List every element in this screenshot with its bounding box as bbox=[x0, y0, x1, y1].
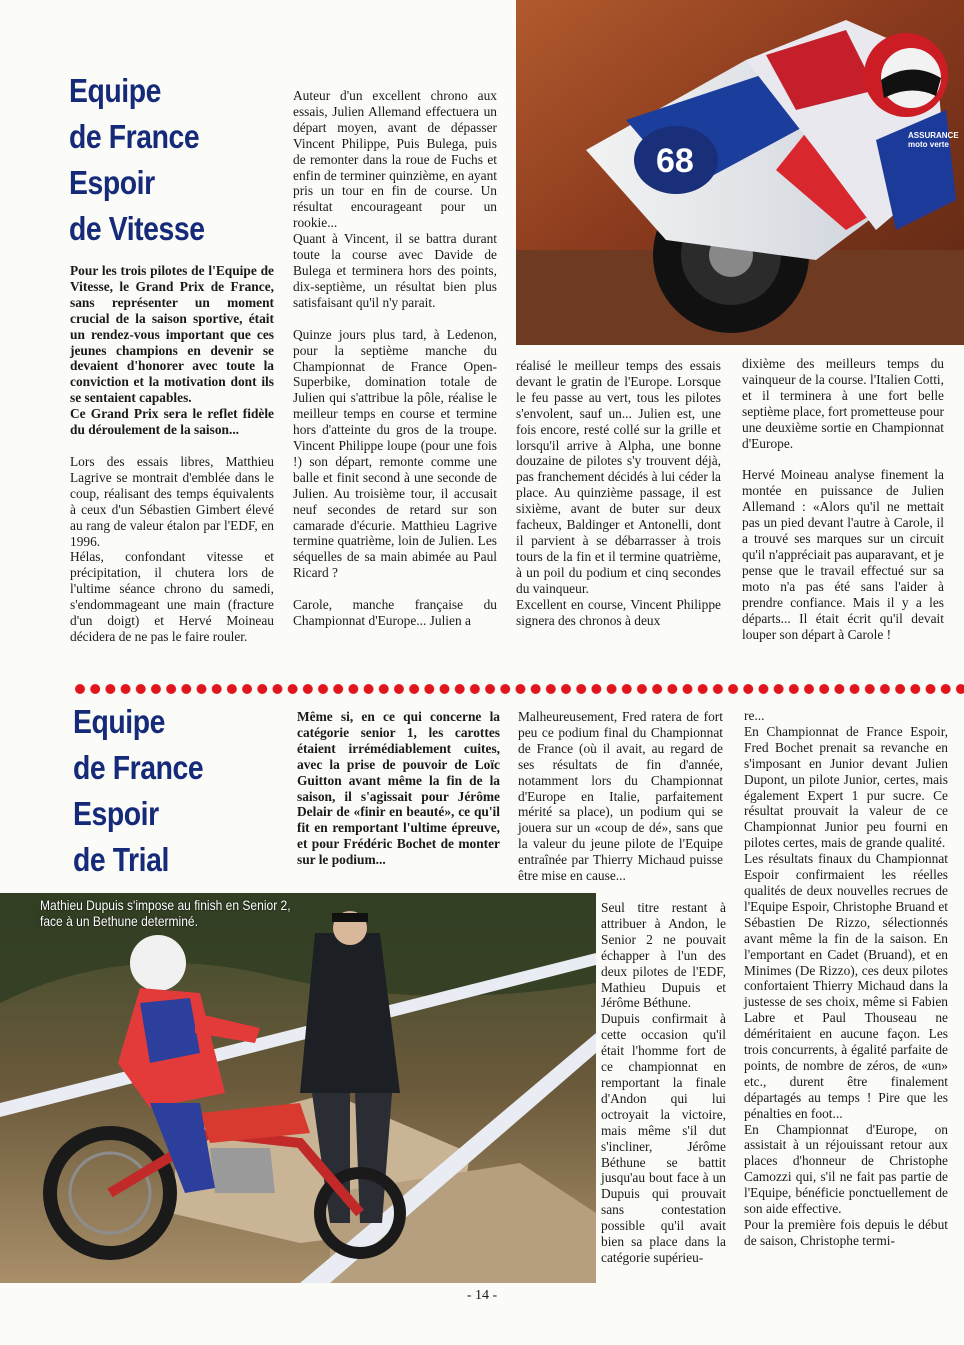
section1-column-3 bbox=[516, 358, 721, 628]
paragraph: Lors des essais libres, Matthieu Lagrive se montrait d'emblée dans le coup, réalisant des temps équivalents à ceux d'un Sébastien Gimbert élevé au rang de valeur étalon par l'EDF, en 1996. bbox=[70, 453, 274, 549]
section1-column-1 bbox=[70, 263, 274, 645]
section2-column-4 bbox=[744, 708, 948, 1249]
paragraph: re... bbox=[744, 708, 765, 723]
section2-column-3-top bbox=[518, 709, 723, 884]
heading-line: de France bbox=[69, 118, 200, 155]
heading-line: Equipe bbox=[69, 72, 162, 109]
heading-line: Equipe bbox=[73, 703, 166, 740]
section1-intro-2: Ce Grand Prix sera le reflet fidèle du déroulement de la saison... bbox=[70, 406, 274, 438]
paragraph: En Championnat d'Europe, on assistait à un réjouissant retour aux places d'honneur de Christophe Camozzi qui, s'il ne fait pas partie de l'Equipe, bénéficie ponctuellement de son aide effective. bbox=[744, 1121, 948, 1217]
road-race-illustration bbox=[516, 0, 964, 345]
section1-column-2 bbox=[293, 88, 497, 629]
section1-column-4 bbox=[742, 356, 944, 642]
paragraph: Auteur d'un excellent chrono aux essais, Julien Allemand effectuera un départ moyen, avant de dépasser Vincent Philippe, Puis Bulega, puis de remonter dans la roue de Fuchs et enfin de terminer quinzième, en ayant pris un tour en fin de course. Un résultat encourageant pour un rookie... bbox=[293, 88, 497, 231]
section1-intro: Pour les trois pilotes de l'Equipe de Vitesse, le Grand Prix de France, sans représenter un moment crucial de la saison sportive, était un rendez-vous important que ces jeunes champions en devenir se devaient d'honorer avec toute la conviction et la motivation dont ils se sentaient capables. bbox=[70, 263, 274, 406]
photo-caption: Mathieu Dupuis s'impose au finish en Senior 2, face à un Bethune determiné. bbox=[40, 897, 291, 929]
paragraph: Carole, manche française du Championnat d'Europe... Julien a bbox=[293, 597, 497, 629]
trial-illustration bbox=[0, 893, 596, 1283]
svg-text:ASSURANCE: ASSURANCE bbox=[908, 131, 959, 140]
paragraph: dixième des meilleurs temps du vainqueur de la course. l'Italien Cotti, et il terminera à une fort belle septième place, fort prometteuse pour une deuxième sortie en Championnat d'Europe. bbox=[742, 356, 944, 451]
page-number: - 14 - bbox=[466, 1288, 498, 1303]
heading-line: Espoir bbox=[69, 164, 155, 201]
paragraph: Quinze jours plus tard, à Ledenon, pour la septième manche du Championnat de France Open-Superbike, domination totale de Julien qui s'attribue la pôle, réalise le meilleur temps en course et termine hors d'atteinte du gros de la troupe. Vincent Philippe loupe (pour une fois !) son départ, remonte comme une balle et finit second à une seconde de Julien. Au troisième tour, il accusait neuf secondes de retard sur son camarade d'écurie. Matthieu Lagrive termine quatrième, loin de Julien. Les séquelles de sa main abimée au Paul Ricard ? bbox=[293, 326, 497, 581]
paragraph: Pour la première fois depuis le début de saison, Christophe termi- bbox=[744, 1217, 948, 1248]
heading-line: Espoir bbox=[73, 795, 159, 832]
heading-line: de Vitesse bbox=[69, 210, 205, 247]
trial-photo bbox=[0, 893, 596, 1283]
section2-column-3-narrow bbox=[601, 900, 726, 1266]
paragraph: Malheureusement, Fred ratera de fort peu ce podium final du Championnat de France (où il avait, au regard de ses résultats de fin d'année, notamment lors du Championnat d'Europe en Italie, parfaitement mérité sa place), un podium qui se jouera sur un «coup de dé», sans que la valeur du jeune pilote de l'Equipe entraînée par Thierry Michaud puisse être mise en cause... bbox=[518, 709, 723, 884]
svg-text:68: 68 bbox=[656, 142, 694, 180]
paragraph: réalisé le meilleur temps des essais devant le gratin de l'Europe. Lorsque le feu passe au vert, tous les pilotes s'envolent, sauf un... Julien est, une fois encore, resté collé sur la grille et lorsqu'il arrive à Alpha, une bonne douzaine de pilotes s'y trouvent déjà, pas franchement décidés à lui céder la place. Au quinzième passage, il est sixième, avant de buter sur deux facheux, Baldinger et Antonelli, dont il parvient à se débarrasser à trois tours de la fin et il termine quatrième, à un poil du podium et cinq secondes du vainqueur. bbox=[516, 358, 721, 596]
section2-heading bbox=[73, 699, 293, 883]
section2-intro-column bbox=[297, 709, 500, 868]
heading-line: de Trial bbox=[73, 841, 169, 878]
dotted-divider bbox=[74, 681, 964, 697]
paragraph: Quant à Vincent, il se battra durant toute la course avec Davide de Bulega et terminera hors des points, dix-septième, un résultat bien plus satisfaisant qu'il n'y parait. bbox=[293, 231, 497, 310]
paragraph: En Championnat de France Espoir, Fred Bochet prenait sa revanche en s'imposant en Junior devant Julien Dupont, un pilote Junior, certes, mais également Expert 1 pur sucre. Ce résultat prouvait la valeur de ce Championnat Junior peu fourni en pilotes certes, mais de grande qualité. bbox=[744, 723, 948, 851]
section1-heading bbox=[69, 68, 299, 252]
paragraph: Hervé Moineau analyse finement la montée en puissance de Julien Allemand : «Alors qu'il ne mettait pas un pied devant l'autre à Carole, il a trouvé ses marques sur un circuit qu'il n'appréciait pas auparavant, et je pense que le travail effectué sur sa moto n'a pas été sans l'aider à prendre confiance. Mais il y a les départs... Il était écrit qu'il devait louper son départ à Carole ! bbox=[742, 467, 944, 642]
paragraph: Dupuis confirmait à cette occasion qu'il était l'homme fort de ce championnat en remportant la finale d'Andon qui lui octroyait la victoire, mais même s'il dut s'incliner, Jérôme Béthune se battit jusqu'au bout face à un Dupuis qui prouvait sans contestation possible qu'il avait bien sa place dans la catégorie supérieu- bbox=[601, 1011, 726, 1265]
road-race-photo bbox=[516, 0, 964, 345]
paragraph: Hélas, confondant vitesse et précipitation, il chutera lors de l'ultime séance chrono du samedi, s'endommageant une main (fracture d'un doigt) et Hervé Moineau décidera de ne pas le faire rouler. bbox=[70, 549, 274, 644]
heading-line: de France bbox=[73, 749, 204, 786]
svg-text:moto verte: moto verte bbox=[908, 140, 949, 149]
section2-intro: Même si, en ce qui concerne la catégorie senior 1, les carottes étaient irrémédiablement cuites, avec la prise de pouvoir de Loïc Guitton avant même la fin de la saison, il s'agissait pour Jérôme Delair de «finir en beauté», ce qu'il fit en remportant l'ultime épreuve, et pour Frédéric Bochet de monter sur le podium... bbox=[297, 709, 500, 868]
paragraph: Seul titre restant à attribuer à Andon, le Senior 2 ne pouvait échapper à l'un des deux pilotes de l'EDF, Mathieu Dupuis et Jérôme Béthune. bbox=[601, 900, 726, 1011]
paragraph: Excellent en course, Vincent Philippe signera des chronos à deux bbox=[516, 596, 721, 628]
paragraph: Les résultats finaux du Championnat Espoir confirmaient les réelles qualités de deux nouvelles recrues de l'Equipe Espoir, Christophe Bruand et Sébastien De Rizzo, sélectionnés avant même la fin de la saison. En l'emportant en Cadet (Bruand), et en Minimes (De Rizzo), ces deux pilotes confortaient Thierry Michaud dans la justesse de ses choix, même si Fabien Labre et Paul Thouseau ne déméritaient en aucune façon. Les trois concurrents, à égalité parfaite de points, de nombre de zéros, de «un» etc., durent être finalement départagés au temps ! Pire que les pénalties en foot... bbox=[744, 851, 948, 1121]
